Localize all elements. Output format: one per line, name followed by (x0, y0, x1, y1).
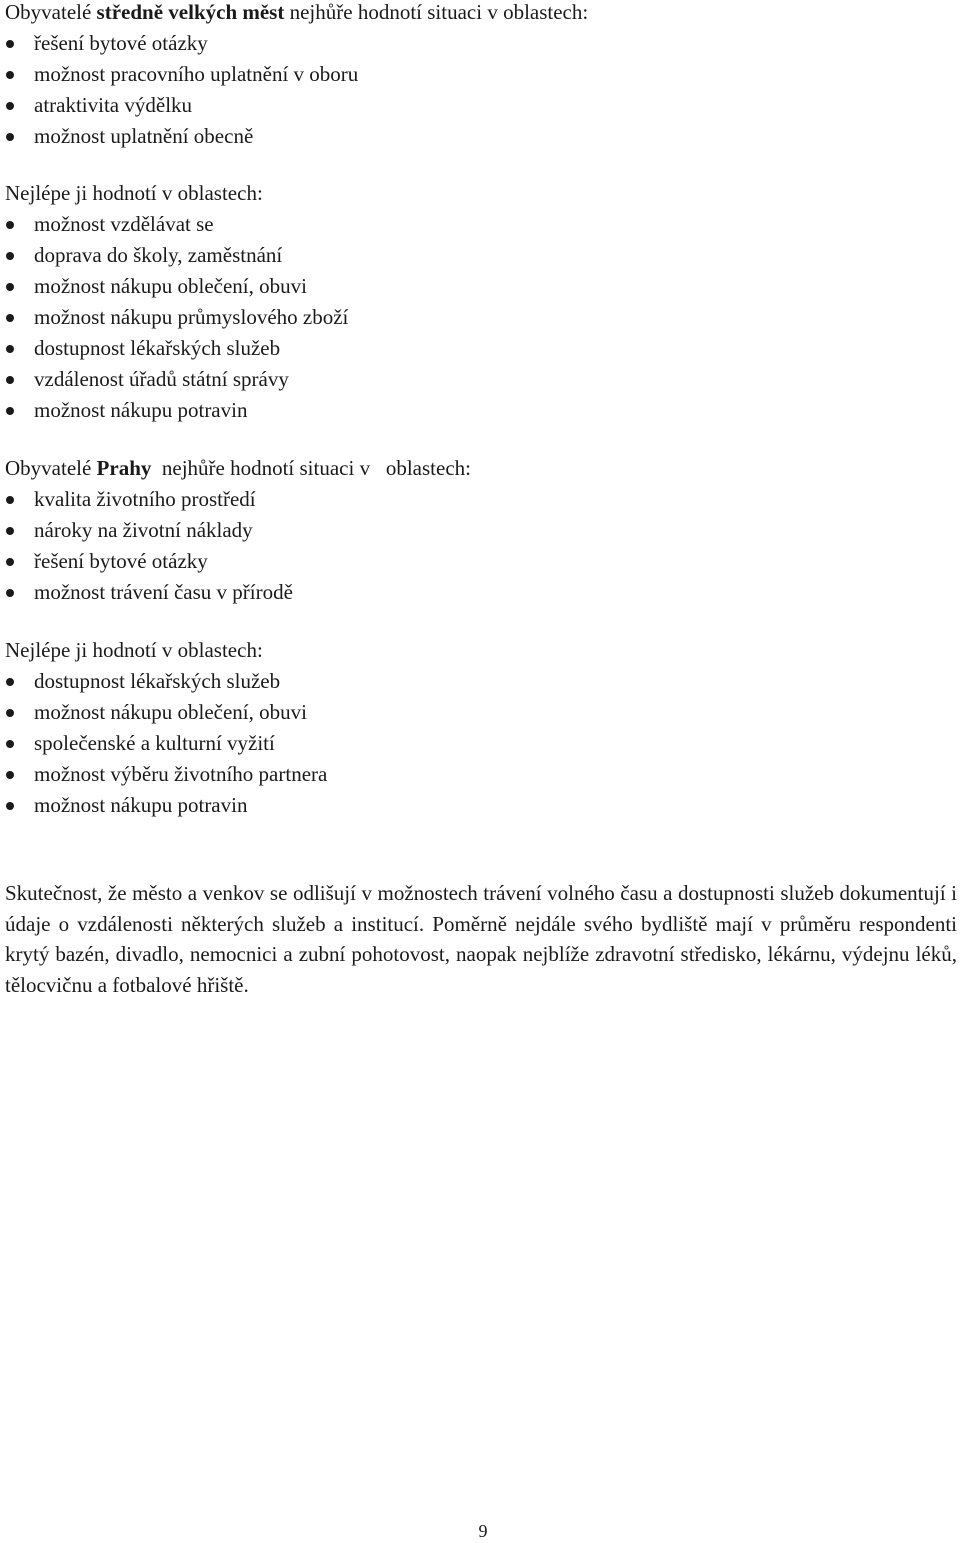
bullet-icon (6, 771, 14, 779)
section-prague-best (5, 635, 955, 821)
body-paragraph: Skutečnost, že město a venkov se odlišují v možnostech trávení volného času a dostupnosti služeb dokumentují i údaje o vzdálenosti některých služeb a institucí. Poměrně nejdále svého bydliště mají v průměru respondenti krytý bazén, divadlo, nemocnici a zubní pohotovost, naopak nejblíže zdravotní středisko, lékárnu, výdejnu léků, tělocvičnu a fotbalové hřiště. (5, 881, 957, 997)
bullet-icon (6, 345, 14, 353)
list-item: možnost výběru životního partnera (5, 759, 955, 790)
page-number: 9 (478, 1521, 488, 1541)
bullet-icon (6, 252, 14, 260)
list-item: možnost nákupu průmyslového zboží (5, 302, 955, 333)
bullet-icon (6, 102, 14, 110)
list-item: společenské a kulturní vyžití (5, 728, 955, 759)
bullet-icon (6, 133, 14, 141)
list-item: možnost nákupu oblečení, obuvi (5, 271, 955, 302)
list-item: možnost trávení času v přírodě (5, 577, 955, 608)
list-item: doprava do školy, zaměstnání (5, 240, 955, 271)
bullet-icon (6, 678, 14, 686)
bullet-list (5, 666, 955, 821)
section-heading: Nejlépe ji hodnotí v oblastech: (5, 638, 263, 662)
list-item: dostupnost lékařských služeb (5, 333, 955, 364)
section-prague-worst (5, 453, 955, 608)
bullet-icon (6, 71, 14, 79)
bullet-icon (6, 589, 14, 597)
list-item: kvalita životního prostředí (5, 484, 955, 515)
section-medium-cities-worst (5, 0, 955, 152)
bullet-icon (6, 314, 14, 322)
heading-emphasis: Prahy (96, 456, 152, 480)
list-item: nároky na životní náklady (5, 515, 955, 546)
bullet-icon (6, 740, 14, 748)
section-heading: Obyvatelé středně velkých měst nejhůře hodnotí situaci v oblastech: (5, 0, 589, 24)
bullet-list (5, 209, 955, 426)
list-item: řešení bytové otázky (5, 546, 955, 577)
list-item: možnost vzdělávat se (5, 209, 955, 240)
list-item: možnost nákupu potravin (5, 790, 955, 821)
list-item: atraktivita výdělku (5, 90, 955, 121)
section-heading: Obyvatelé Prahy nejhůře hodnotí situaci v oblastech: (5, 456, 471, 480)
bullet-list (5, 28, 955, 152)
bullet-icon (6, 558, 14, 566)
bullet-list (5, 484, 955, 608)
bullet-icon (6, 221, 14, 229)
section-heading: Nejlépe ji hodnotí v oblastech: (5, 181, 263, 205)
list-item: možnost nákupu potravin (5, 395, 955, 426)
list-item: možnost uplatnění obecně (5, 121, 955, 152)
list-item: možnost pracovního uplatnění v oboru (5, 59, 955, 90)
bullet-icon (6, 407, 14, 415)
bullet-icon (6, 527, 14, 535)
list-item: řešení bytové otázky (5, 28, 955, 59)
list-item: dostupnost lékařských služeb (5, 666, 955, 697)
bullet-icon (6, 376, 14, 384)
list-item: vzdálenost úřadů státní správy (5, 364, 955, 395)
heading-emphasis: středně velkých měst (96, 0, 285, 24)
list-item: možnost nákupu oblečení, obuvi (5, 697, 955, 728)
bullet-icon (6, 40, 14, 48)
bullet-icon (6, 709, 14, 717)
bullet-icon (6, 802, 14, 810)
bullet-icon (6, 496, 14, 504)
bullet-icon (6, 283, 14, 291)
section-medium-cities-best (5, 178, 955, 426)
